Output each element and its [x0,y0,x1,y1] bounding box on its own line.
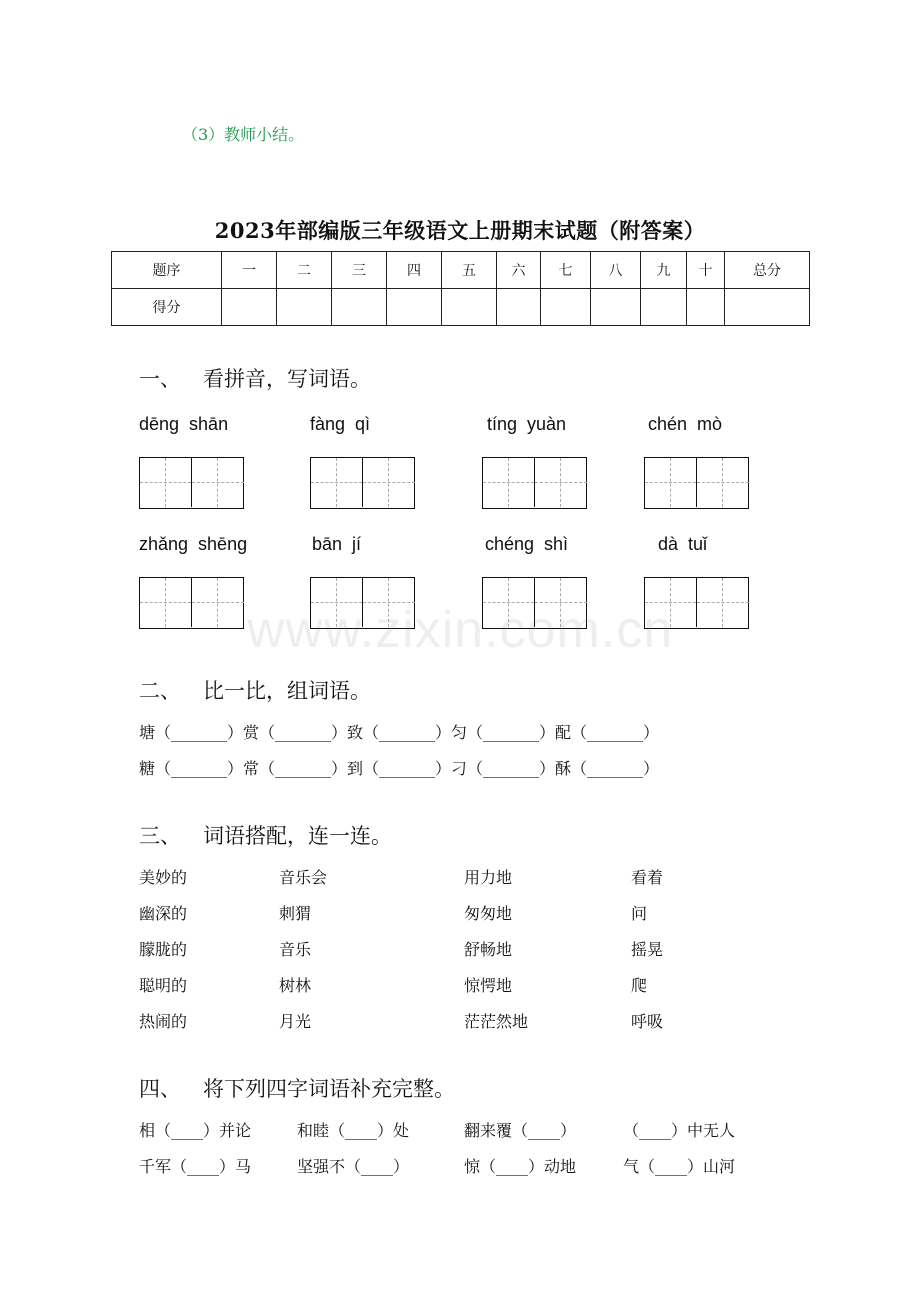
header-cell: 四 [387,252,442,289]
match-word: 美妙的 [139,868,188,887]
match-word: 刺猬 [279,904,312,923]
pinyin-label: chén mò [648,414,723,434]
pinyin-label: zhǎng shēng [139,534,248,554]
section4-number: 四、 [139,1077,181,1101]
word-group-line: 塘（_______）赏（_______）致（_______）匀（_______）配（_______） [139,723,660,742]
section3-title: 词语搭配，连一连。 [203,824,392,848]
header-cell: 五 [442,252,497,289]
match-word: 呼吸 [631,1012,664,1031]
writing-grid[interactable] [482,457,587,509]
score-cell [541,289,591,326]
score-cell [222,289,277,326]
section4-heading [139,1073,455,1103]
section2-heading [139,675,371,705]
watermark: www.zixin.com.cn [246,601,674,659]
header-cell: 九 [641,252,687,289]
score-row-label: 得分 [112,289,222,326]
idiom-item: 翻来覆（____） [464,1121,577,1140]
pinyin-label: fàng qì [310,414,371,434]
score-cell [277,289,332,326]
score-header-row [112,252,810,289]
score-row [112,289,810,326]
teacher-summary-note: （3）教师小结。 [182,125,305,144]
idiom-item: （____）中无人 [623,1121,736,1140]
match-word: 树林 [279,976,312,995]
pinyin-label: chéng shì [485,534,569,554]
pinyin-label: dēng shān [139,414,229,434]
score-cell [442,289,497,326]
writing-grid[interactable] [310,457,415,509]
score-cell [591,289,641,326]
section1-title: 看拼音，写词语。 [203,367,371,391]
idiom-item: 惊（____）动地 [464,1157,577,1176]
header-cell: 八 [591,252,641,289]
match-word: 幽深的 [139,904,188,923]
header-cell: 总分 [725,252,810,289]
match-word: 聪明的 [139,976,188,995]
match-word: 茫茫然地 [464,1012,529,1031]
section1-number: 一、 [139,367,181,391]
section1-heading [139,363,371,393]
match-word: 爬 [631,976,648,995]
match-word: 用力地 [464,868,513,887]
match-word: 匆匆地 [464,904,513,923]
idiom-item: 相（____）并论 [139,1121,252,1140]
idiom-item: 气（____）山河 [623,1157,736,1176]
match-word: 朦胧的 [139,940,188,959]
section2-title: 比一比，组词语。 [203,679,371,703]
header-cell: 三 [332,252,387,289]
match-word: 音乐会 [279,868,328,887]
match-word: 舒畅地 [464,940,513,959]
section2-number: 二、 [139,679,181,703]
score-cell [332,289,387,326]
header-cell: 题序 [112,252,222,289]
page-title: 2023年部编版三年级语文上册期末试题（附答案） [214,218,706,243]
header-cell: 六 [497,252,541,289]
match-word: 问 [631,904,648,923]
section3-number: 三、 [139,824,181,848]
pinyin-label: bān jí [312,534,362,554]
idiom-item: 和睦（____）处 [297,1121,410,1140]
word-group-line: 糖（_______）常（_______）到（_______）刁（_______）酥（_______） [139,759,660,778]
match-word: 月光 [279,1012,312,1031]
match-word: 摇晃 [631,940,664,959]
score-cell [687,289,725,326]
match-word: 音乐 [279,940,312,959]
section3-heading [139,820,392,850]
match-word: 看着 [631,868,664,887]
match-word: 热闹的 [139,1012,188,1031]
score-table [111,251,810,326]
header-cell: 十 [687,252,725,289]
idiom-item: 坚强不（____） [297,1157,410,1176]
header-cell: 二 [277,252,332,289]
header-cell: 一 [222,252,277,289]
score-cell [497,289,541,326]
score-cell [641,289,687,326]
score-cell [387,289,442,326]
match-word: 惊愕地 [464,976,513,995]
writing-grid[interactable] [644,457,749,509]
idiom-item: 千军（____）马 [139,1157,252,1176]
pinyin-label: dà tuǐ [658,534,708,554]
section4-title: 将下列四字词语补充完整。 [203,1077,455,1101]
score-cell [725,289,810,326]
writing-grid[interactable] [139,457,244,509]
header-cell: 七 [541,252,591,289]
pinyin-label: tíng yuàn [487,414,567,434]
